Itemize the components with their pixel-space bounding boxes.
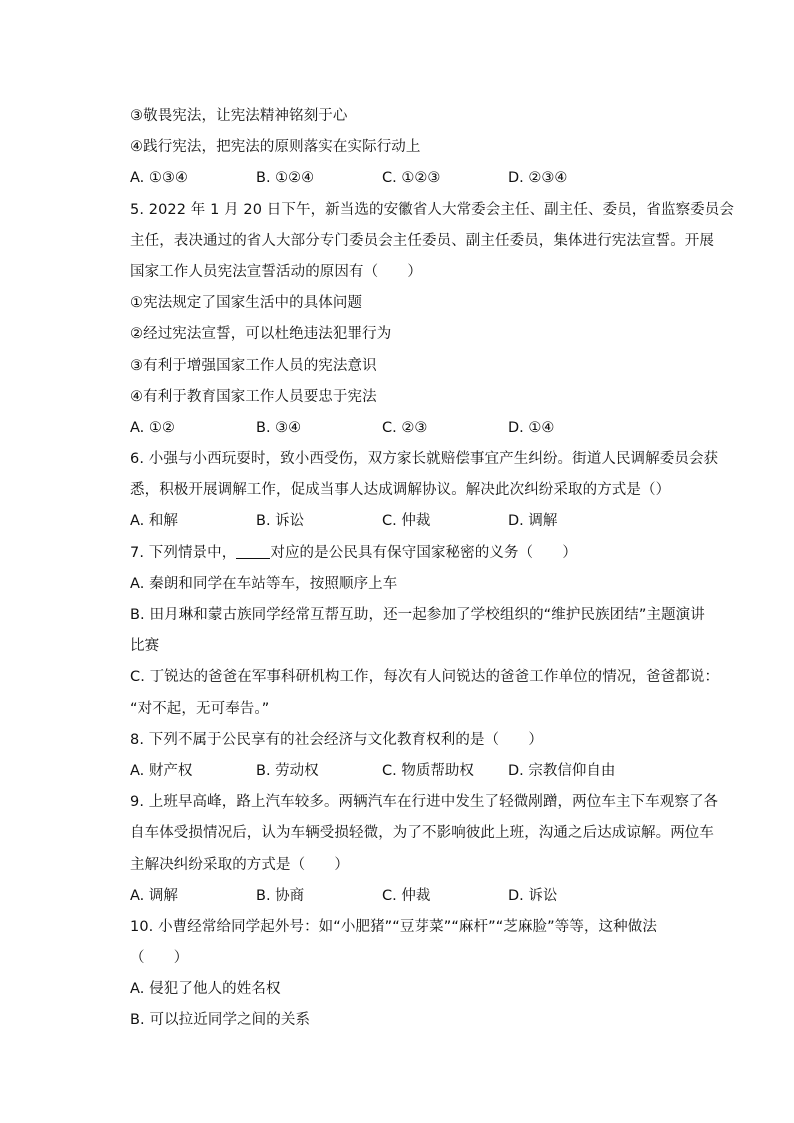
q10-option-b: B. 可以拉近同学之间的关系 — [130, 1012, 311, 1029]
q8-stem: 8. 下列不属于公民享有的社会经济与文化教育权利的是（ ） — [130, 731, 543, 748]
q7-option-c-line-1: C. 丁锐达的爸爸在军事科研机构工作，每次有人问锐达的爸爸工作单位的情况，爸爸都说： — [130, 669, 720, 686]
q5-item-2: ②经过宪法宣誓，可以杜绝违法犯罪行为 — [130, 326, 392, 343]
q9-stem-line-3: 主解决纠纷采取的方式是（ ） — [130, 856, 349, 873]
q7-stem — [130, 538, 702, 569]
q4-item-3: ③敬畏宪法，让宪法精神铭刻于心 — [130, 108, 348, 124]
q7-option-a: A. 秦朗和同学在车站等车，按照顺序上车 — [130, 575, 398, 592]
q4-option-c: C. ①②③ — [382, 170, 441, 187]
q8-option-a: A. 财产权 — [130, 762, 193, 779]
q8-option-b: B. 劳动权 — [256, 762, 319, 779]
q4-option-d: D. ②③④ — [508, 170, 568, 187]
q5-option-b: B. ③④ — [256, 419, 302, 436]
q5-options — [130, 413, 702, 444]
q9-option-b: B. 协商 — [256, 887, 305, 904]
q8-option-c: C. 物质帮助权 — [382, 762, 474, 779]
q7-option-c-line-2: “对不起，无可奉告。” — [130, 700, 270, 717]
q7-stem-before: 7. 下列情景中， — [130, 544, 237, 561]
q6-option-a: A. 和解 — [130, 513, 178, 530]
q7-stem-after: 对应的是公民具有保守国家秘密的义务（ ） — [270, 544, 577, 561]
q10-option-a: A. 侵犯了他人的姓名权 — [130, 981, 281, 998]
page-content — [130, 101, 734, 1037]
q6-option-b: B. 诉讼 — [256, 513, 305, 530]
q4-option-b: B. ①②④ — [256, 170, 315, 187]
q10-stem-line-2: （ ） — [130, 950, 189, 967]
q7-option-b-line-2: 比赛 — [130, 638, 160, 655]
q10-stem-line-1: 10. 小曹经常给同学起外号：如“小肥猪”“豆芽菜”“麻杆”“芝麻脸”等等，这种做法 — [130, 918, 657, 935]
q5-option-c: C. ②③ — [382, 419, 428, 436]
q5-stem-line-3: 国家工作人员宪法宣誓活动的原因有（ ） — [130, 263, 422, 280]
q7-blank-underline — [236, 544, 270, 559]
q4-option-a: A. ①③④ — [130, 170, 188, 187]
q9-stem-line-2: 自车体受损情况后，认为车辆受损轻微，为了不影响彼此上班，沟通之后达成谅解。两位车 — [130, 825, 714, 842]
q5-item-1: ①宪法规定了国家生活中的具体问题 — [130, 295, 363, 312]
q6-stem-line-2: 悉，积极开展调解工作，促成当事人达成调解协议。解决此次纠纷采取的方式是（） — [130, 482, 671, 499]
q6-options — [130, 506, 702, 537]
q9-stem-line-1: 9. 上班早高峰，路上汽车较多。两辆汽车在行进中发生了轻微剐蹭，两位车主下车观察了各 — [130, 794, 719, 811]
q5-option-d: D. ①④ — [508, 419, 555, 436]
q7-option-b-line-1: B. 田月琳和蒙古族同学经常互帮互助，还一起参加了学校组织的“维护民族团结”主题演讲 — [130, 607, 705, 623]
q4-options — [130, 163, 702, 194]
q8-option-d: D. 宗教信仰自由 — [508, 762, 616, 779]
q6-option-c: C. 仲裁 — [382, 513, 431, 530]
q9-options — [130, 881, 702, 912]
q4-item-4: ④践行宪法，把宪法的原则落实在实际行动上 — [130, 139, 421, 156]
q9-option-c: C. 仲裁 — [382, 887, 431, 904]
q5-option-a: A. ①② — [130, 419, 175, 436]
q6-stem-line-1: 6. 小强与小西玩耍时，致小西受伤，双方家长就赔偿事宜产生纠纷。街道人民调解委员会获 — [130, 451, 719, 468]
q8-options — [130, 756, 702, 787]
q6-option-d: D. 调解 — [508, 513, 558, 530]
q9-option-d: D. 诉讼 — [508, 887, 558, 904]
q5-stem-line-1: 5. 2022 年 1 月 20 日下午，新当选的安徽省人大常委会主任、副主任、委员，省监察委员会 — [130, 201, 734, 218]
q5-stem-line-2: 主任，表决通过的省人大部分专门委员会主任委员、副主任委员，集体进行宪法宣誓。开展 — [130, 232, 714, 249]
q9-option-a: A. 调解 — [130, 887, 178, 904]
q5-item-3: ③有利于增强国家工作人员的宪法意识 — [130, 357, 377, 374]
q5-item-4: ④有利于教育国家工作人员要忠于宪法 — [130, 388, 377, 405]
